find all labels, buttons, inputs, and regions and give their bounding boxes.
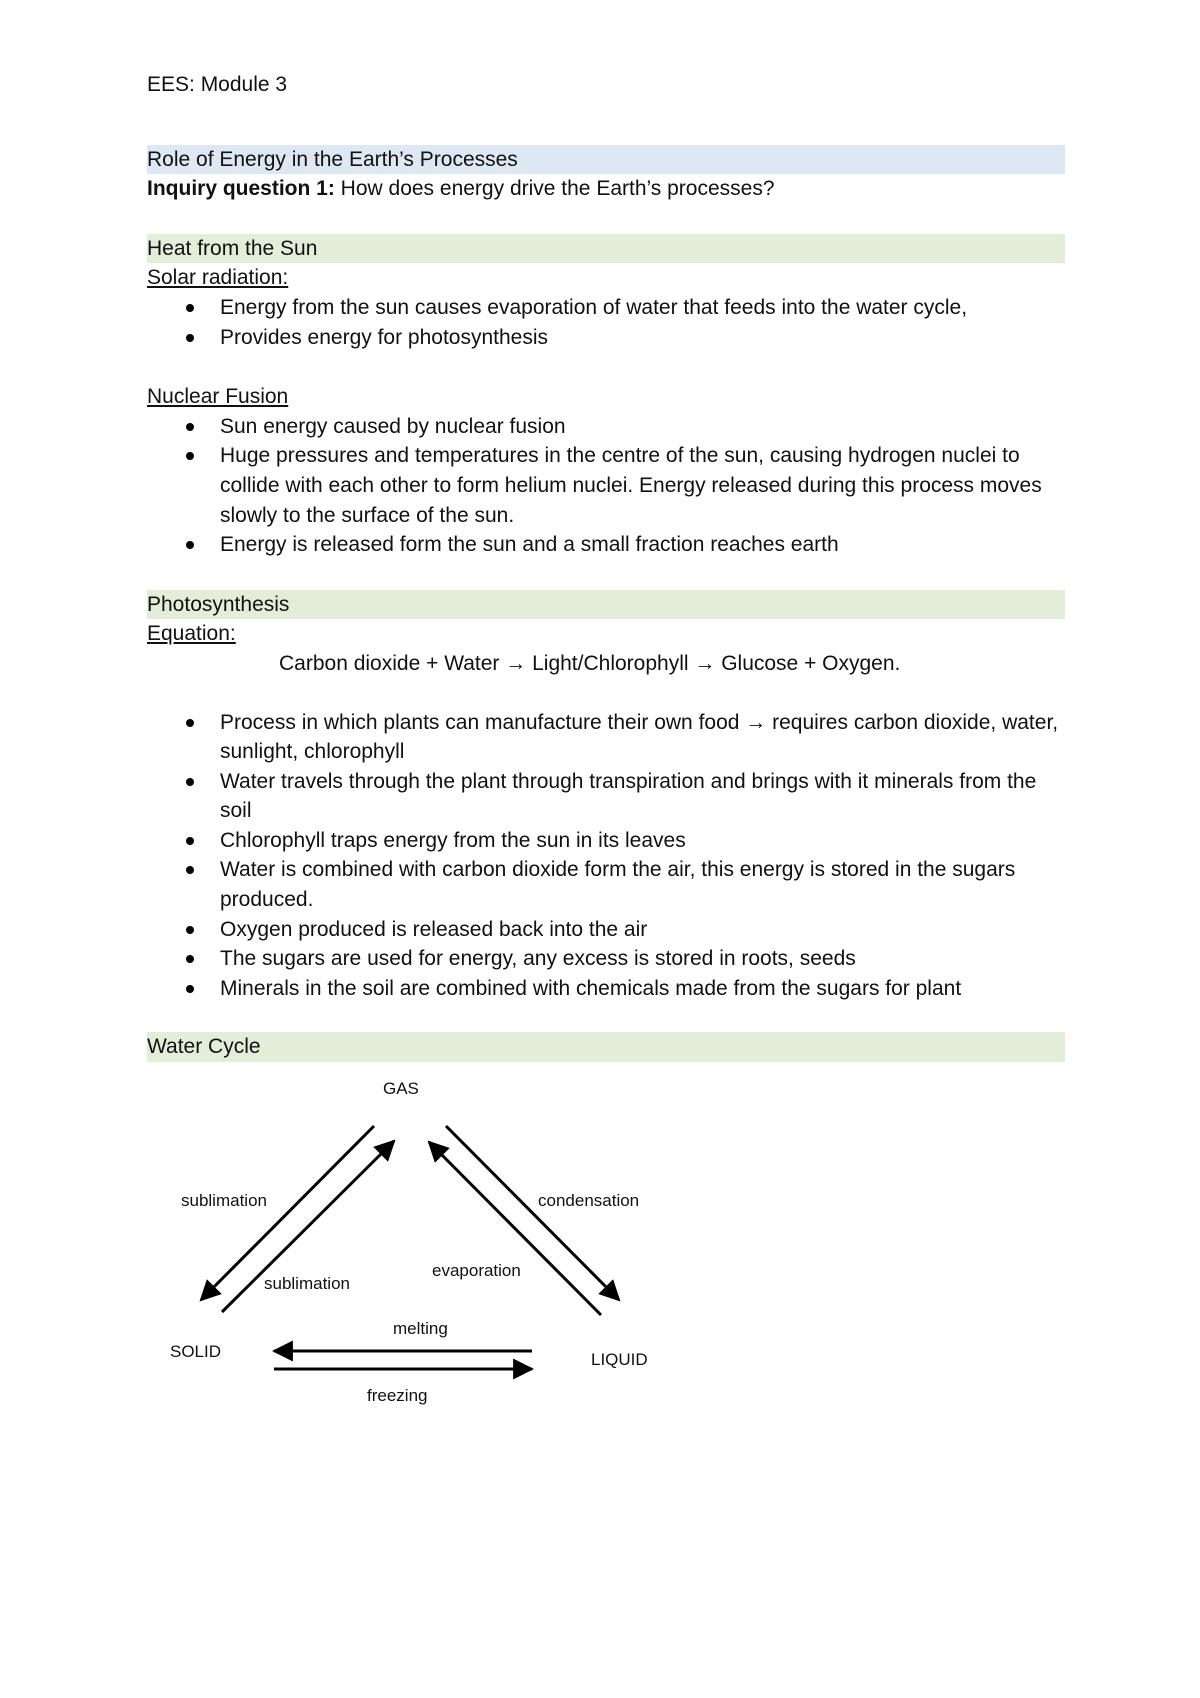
arrow-right-icon: →	[694, 651, 716, 675]
solar-radiation-label: Solar radiation:	[147, 266, 289, 290]
photosynthesis-equation	[147, 649, 1065, 679]
evaporation-label: evaporation	[432, 1261, 521, 1280]
solar-radiation-list	[147, 293, 1065, 352]
equation-label: Equation:	[147, 622, 236, 646]
section-heading-heat-from-sun: Heat from the Sun	[147, 234, 1065, 264]
list-item-text: Process in which plants can manufacture their own food	[220, 710, 746, 734]
document-title: EES: Module 3	[147, 73, 288, 96]
inquiry-question	[147, 174, 1065, 204]
inquiry-label: Inquiry question 1:	[147, 177, 335, 201]
state-solid-label: SOLID	[170, 1342, 222, 1361]
freezing-label: freezing	[367, 1386, 428, 1405]
list-item: Water is combined with carbon dioxide form the air, this energy is stored in the sugars produced.	[220, 855, 1065, 914]
list-item: Water travels through the plant through transpiration and brings with it minerals from the soil	[220, 767, 1065, 826]
list-item-text: requires carbon dioxide, water, sunlight, chlorophyll	[220, 710, 1059, 764]
document-content	[147, 70, 1065, 1062]
list-item: Minerals in the soil are combined with chemicals made from the sugars for plant	[220, 974, 1065, 1004]
list-item	[220, 708, 1065, 767]
melting-label: melting	[393, 1319, 448, 1338]
water-cycle-svg	[160, 1075, 700, 1415]
arrow-right-icon: →	[505, 651, 527, 675]
photosynthesis-list	[147, 708, 1065, 1004]
equation-conditions: Light/Chlorophyll	[526, 651, 695, 675]
equation-products: Glucose + Oxygen.	[715, 651, 901, 675]
list-item: Energy is released form the sun and a small fraction reaches earth	[220, 530, 1065, 560]
list-item: Sun energy caused by nuclear fusion	[220, 412, 1065, 442]
arrow-right-icon: →	[745, 710, 767, 734]
sublimation-label: sublimation	[264, 1274, 350, 1293]
list-item: Oxygen produced is released back into the air	[220, 915, 1065, 945]
nuclear-fusion-list	[147, 412, 1065, 560]
section-heading-role-of-energy: Role of Energy in the Earth’s Processes	[147, 145, 1065, 175]
list-item: Huge pressures and temperatures in the centre of the sun, causing hydrogen nuclei to collide with each other to form helium nuclei. Energy released during this process moves slowly to the surface of the sun.	[220, 441, 1065, 530]
water-cycle-diagram	[160, 1075, 700, 1415]
section-heading-water-cycle: Water Cycle	[147, 1032, 1065, 1062]
sublimation-label: sublimation	[181, 1191, 267, 1210]
state-liquid-label: LIQUID	[591, 1350, 648, 1369]
equation-reactants: Carbon dioxide + Water	[279, 651, 506, 675]
list-item: The sugars are used for energy, any excess is stored in roots, seeds	[220, 944, 1065, 974]
nuclear-fusion-label: Nuclear Fusion	[147, 385, 289, 409]
list-item: Provides energy for photosynthesis	[220, 323, 1065, 353]
state-gas-label: GAS	[383, 1079, 419, 1098]
condensation-label: condensation	[538, 1191, 640, 1210]
arrow-liquid-to-gas	[429, 1142, 601, 1315]
list-item: Chlorophyll traps energy from the sun in its leaves	[220, 826, 1065, 856]
inquiry-text: How does energy drive the Earth’s processes?	[334, 177, 775, 201]
section-heading-photosynthesis: Photosynthesis	[147, 590, 1065, 620]
list-item: Energy from the sun causes evaporation of water that feeds into the water cycle,	[220, 293, 1065, 323]
